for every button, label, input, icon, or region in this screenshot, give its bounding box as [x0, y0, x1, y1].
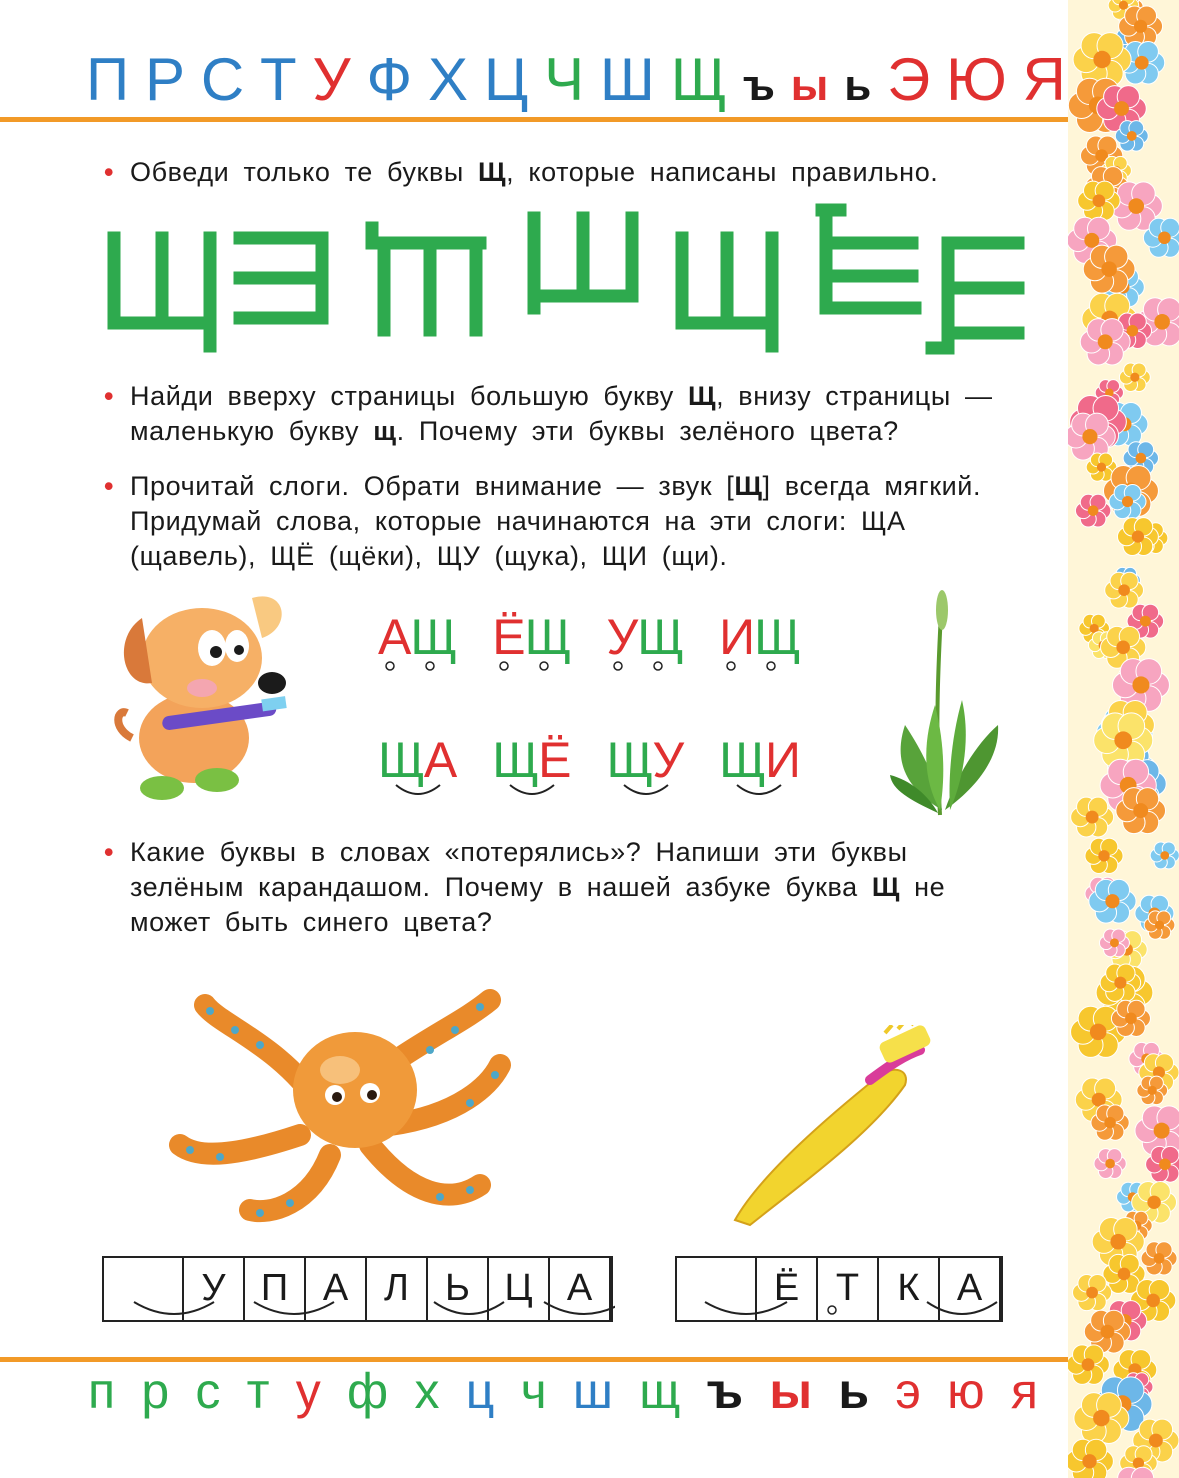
missing-letter-cell[interactable] — [104, 1258, 184, 1320]
syllable-letter: У — [606, 609, 638, 665]
toothbrush-illustration — [720, 1025, 940, 1230]
header-letter: ь — [844, 61, 872, 110]
header-letter: Щ — [670, 46, 728, 113]
syllables-row-1 — [378, 609, 836, 665]
header-letter: Ю — [946, 46, 1007, 113]
syllable-letter: Щ — [524, 609, 571, 665]
glyph-variant-7[interactable] — [932, 243, 1018, 348]
glyph-variant-3[interactable] — [372, 228, 480, 330]
octopus-illustration — [160, 985, 520, 1230]
syllable-letter: Ё — [538, 732, 571, 788]
glyph-variant-2[interactable] — [240, 238, 322, 318]
syllable-letter: У — [652, 732, 684, 788]
footer-letter: ф — [347, 1363, 389, 1419]
header-letter: Я — [1022, 46, 1066, 113]
glyph-variant-5[interactable] — [682, 238, 772, 346]
footer-letter: ю — [947, 1363, 985, 1419]
glyph-variant-6[interactable] — [822, 210, 915, 308]
task-1-text — [104, 155, 1054, 190]
syllable-letter: Щ — [637, 609, 684, 665]
task-4 — [104, 835, 984, 940]
syllable-letter: А — [378, 609, 411, 665]
syllable — [606, 609, 684, 665]
footer-letter: х — [414, 1363, 440, 1419]
footer-letter: т — [246, 1363, 270, 1419]
footer-letter: п — [88, 1363, 116, 1419]
footer-letter: э — [895, 1363, 921, 1419]
syllable-letter: И — [765, 732, 800, 788]
letter-cell: Л — [367, 1258, 428, 1320]
sound-dots — [719, 660, 809, 680]
text-segment: , внизу страницы — маленькую букву — [130, 381, 993, 446]
sound-dots — [378, 660, 468, 680]
bullet: • — [104, 381, 115, 411]
syllable-letter: Щ — [719, 732, 765, 788]
task-3-text — [104, 469, 1034, 574]
syllable-letter: Щ — [378, 732, 424, 788]
header-letter: Т — [260, 46, 297, 113]
text-segment: Обведи только те буквы — [130, 157, 479, 187]
task-1 — [104, 155, 1054, 190]
merge-arc — [606, 783, 696, 803]
text-segment: Какие буквы в словах «потерялись»? Напиши эти буквы зелёным карандашом. Почему в нашей азбуке буква — [130, 837, 908, 902]
syllables-row-2 — [378, 732, 836, 788]
text-segment: не может быть синего цвета? — [130, 872, 946, 937]
header-alphabet — [86, 46, 1066, 113]
footer-divider — [0, 1357, 1100, 1362]
header-letter: Ф — [366, 46, 413, 113]
letter-cell: А — [940, 1258, 1001, 1320]
syllable — [492, 609, 571, 665]
header-letter: Э — [887, 46, 931, 113]
header-letter: П — [86, 46, 130, 113]
header-divider — [0, 117, 1100, 122]
footer-alphabet — [88, 1363, 1038, 1419]
merge-arc — [378, 783, 468, 803]
letter-cell: Ь — [428, 1258, 489, 1320]
sound-dots — [492, 660, 582, 680]
footer-letter: ч — [520, 1363, 547, 1419]
syllable — [719, 732, 800, 788]
footer-letter: ы — [769, 1363, 813, 1419]
footer-letter: с — [195, 1363, 221, 1419]
task-4-text — [104, 835, 984, 940]
footer-letter: ь — [838, 1363, 870, 1419]
letter-variants — [100, 198, 1030, 358]
syllable — [719, 609, 800, 665]
missing-letter-cell[interactable] — [677, 1258, 757, 1320]
flower-border-decoration — [1068, 0, 1179, 1478]
task-2 — [104, 379, 1054, 449]
letter-cell: К — [879, 1258, 940, 1320]
bullet: • — [104, 157, 115, 187]
word-boxes-2 — [675, 1256, 1003, 1322]
syllable-letter: Щ — [492, 732, 539, 788]
bold-letter: Щ — [734, 471, 763, 501]
letter-cell: П — [245, 1258, 306, 1320]
syllable-letter: Ё — [492, 609, 525, 665]
header-letter: ъ — [742, 61, 775, 110]
text-segment: ] всегда мягкий. Придумай слова, которые начинаются на эти слоги: ЩА (щавель), ЩЁ (щёки), ЩУ (щука), ЩИ (щи). — [130, 471, 982, 571]
header-letter: Ч — [544, 46, 585, 113]
text-segment: . Почему эти буквы зелёного цвета? — [396, 416, 899, 446]
word-boxes-1 — [102, 1256, 613, 1322]
task-2-text — [104, 379, 1054, 449]
syllable — [378, 732, 457, 788]
sound-dots — [606, 660, 696, 680]
footer-letter: ъ — [706, 1363, 744, 1419]
glyph-variant-4[interactable] — [534, 218, 632, 308]
bullet: • — [104, 471, 115, 501]
letter-cell: Ц — [489, 1258, 550, 1320]
syllable-letter: И — [719, 609, 755, 665]
header-letter: Р — [144, 46, 185, 113]
glyph-variant-1[interactable] — [114, 238, 210, 346]
header-letter: У — [312, 46, 351, 113]
letter-cell: У — [184, 1258, 245, 1320]
header-letter: Х — [427, 46, 468, 113]
syllable-letter: Щ — [410, 609, 457, 665]
footer-letter: щ — [639, 1363, 681, 1419]
text-segment: Прочитай слоги. Обрати внимание — звук [ — [130, 471, 735, 501]
task-3 — [104, 469, 1034, 574]
sorrel-plant-illustration — [890, 585, 1010, 825]
footer-letter: р — [141, 1363, 170, 1419]
header-letter: ы — [790, 61, 829, 110]
syllable — [606, 732, 684, 788]
header-letter: Ц — [483, 46, 529, 113]
text-segment: Найди вверху страницы большую букву — [130, 381, 688, 411]
syllable-letter: А — [423, 732, 457, 788]
bullet: • — [104, 837, 115, 867]
bold-letter: Щ — [871, 872, 900, 902]
bold-letter: щ — [373, 416, 397, 446]
footer-letter: ц — [465, 1363, 495, 1419]
footer-letter: ш — [572, 1363, 614, 1419]
header-letter: С — [200, 46, 245, 113]
bold-letter: Щ — [478, 157, 507, 187]
syllable — [492, 732, 571, 788]
letter-cell: А — [306, 1258, 367, 1320]
letter-cell: А — [550, 1258, 611, 1320]
header-letter: Ш — [599, 46, 655, 113]
footer-letter: я — [1010, 1363, 1038, 1419]
letter-cell: Т — [818, 1258, 879, 1320]
letter-cell: Ё — [757, 1258, 818, 1320]
footer-letter: у — [295, 1363, 321, 1419]
dog-with-toothbrush-illustration — [112, 588, 292, 813]
bold-letter: Щ — [687, 381, 717, 411]
syllable-letter: Щ — [606, 732, 653, 788]
merge-arc — [719, 783, 809, 803]
syllable — [378, 609, 457, 665]
merge-arc — [492, 783, 582, 803]
text-segment: , которые написаны правильно. — [506, 157, 939, 187]
syllable-letter: Щ — [754, 609, 800, 665]
